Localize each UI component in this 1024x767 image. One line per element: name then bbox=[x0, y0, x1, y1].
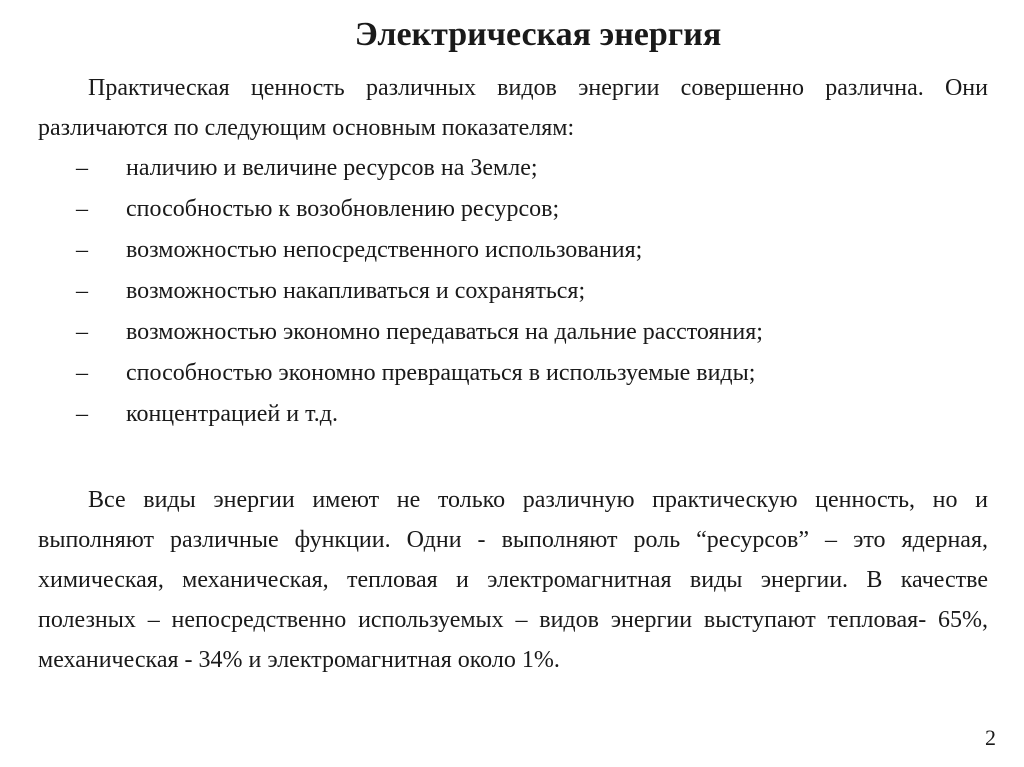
list-item bbox=[38, 148, 763, 189]
list-item-text: возможностью непосредственного использования; bbox=[126, 237, 643, 263]
indicator-list bbox=[38, 148, 763, 435]
slide-title: Электрическая энергия bbox=[354, 16, 722, 53]
dash-marker: – bbox=[76, 319, 88, 345]
list-item-text: способностью экономно превращаться в используемые виды; bbox=[126, 360, 756, 386]
dash-marker: – bbox=[76, 278, 88, 304]
list-item-text: способностью к возобновлению ресурсов; bbox=[126, 196, 560, 222]
list-item bbox=[38, 312, 763, 353]
list-item bbox=[38, 394, 763, 435]
body-paragraph: Все виды энергии имеют не только различную практическую ценность, но и выполняют различные функции. Одни - выполняют роль “ресурсов” – это ядерная, химическая, механическая, тепловая и электромагнитная виды энергии. В качестве полезных – непосредственно используемых – видов энергии выступают тепловая- 65%, механическая - 34% и электромагнитная около 1%. bbox=[38, 487, 988, 673]
list-item-text: наличию и величине ресурсов на Земле; bbox=[126, 155, 538, 181]
dash-marker: – bbox=[76, 401, 88, 427]
page-number: 2 bbox=[985, 725, 996, 750]
list-item-text: концентрацией и т.д. bbox=[126, 401, 338, 427]
list-item-text: возможностью экономно передаваться на дальние расстояния; bbox=[126, 319, 763, 345]
list-item bbox=[38, 271, 763, 312]
dash-marker: – bbox=[76, 237, 88, 263]
dash-marker: – bbox=[76, 196, 88, 222]
list-item-text: возможностью накапливаться и сохраняться; bbox=[126, 278, 586, 304]
intro-paragraph: Практическая ценность различных видов энергии совершенно различна. Они различаются по следующим основным показателям: bbox=[38, 75, 988, 141]
list-item bbox=[38, 353, 763, 394]
dash-marker: – bbox=[76, 360, 88, 386]
list-item bbox=[38, 230, 763, 271]
list-item bbox=[38, 189, 763, 230]
dash-marker: – bbox=[76, 155, 88, 181]
